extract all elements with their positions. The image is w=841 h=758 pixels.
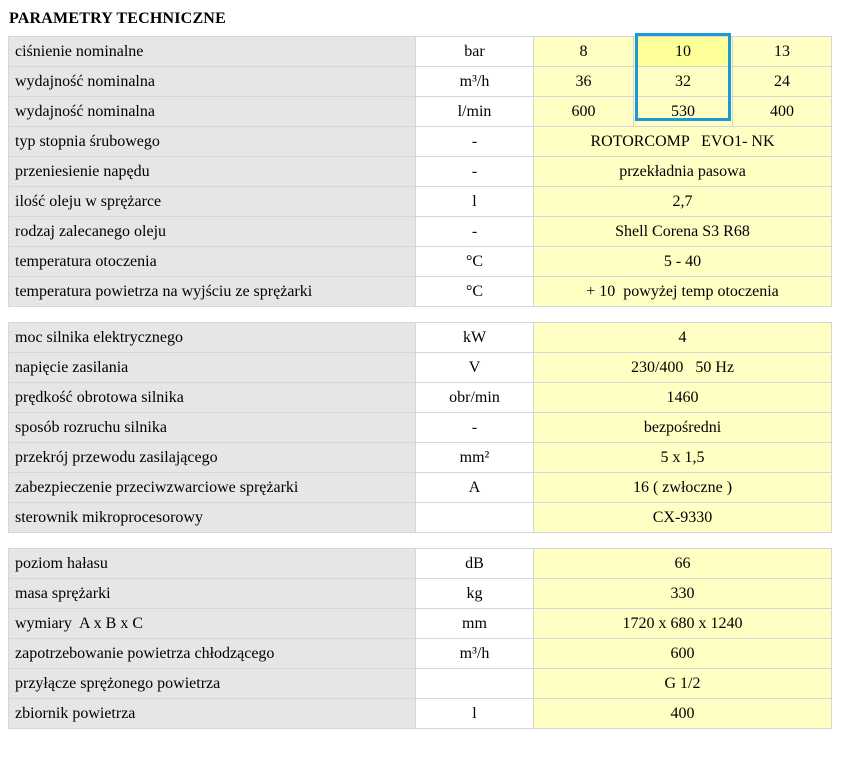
table-row bbox=[9, 353, 832, 383]
row-unit: dB bbox=[416, 549, 534, 579]
row-label: wydajność nominalna bbox=[9, 67, 416, 97]
table-row bbox=[9, 277, 832, 307]
row-unit: kW bbox=[416, 323, 534, 353]
row-value: 1720 x 680 x 1240 bbox=[534, 609, 832, 639]
row-value: 330 bbox=[534, 579, 832, 609]
row-label: przeniesienie napędu bbox=[9, 157, 416, 187]
row-label: sterownik mikroprocesorowy bbox=[9, 503, 416, 533]
row-unit: obr/min bbox=[416, 383, 534, 413]
row-value: ROTORCOMP EVO1- NK bbox=[534, 127, 832, 157]
row-value: 66 bbox=[534, 549, 832, 579]
table-row bbox=[9, 639, 832, 669]
row-label: poziom hałasu bbox=[9, 549, 416, 579]
row-value: 230/400 50 Hz bbox=[534, 353, 832, 383]
value-cell: 13 bbox=[733, 37, 832, 67]
table-row bbox=[9, 579, 832, 609]
table-row bbox=[9, 503, 832, 533]
row-unit: - bbox=[416, 127, 534, 157]
row-label: przyłącze sprężonego powietrza bbox=[9, 669, 416, 699]
table-row bbox=[9, 187, 832, 217]
row-value: G 1/2 bbox=[534, 669, 832, 699]
row-unit: l bbox=[416, 187, 534, 217]
value-cell: 36 bbox=[534, 67, 634, 97]
row-label: prędkość obrotowa silnika bbox=[9, 383, 416, 413]
row-unit: m³/h bbox=[416, 639, 534, 669]
row-label: wymiary A x B x C bbox=[9, 609, 416, 639]
value-cell: 600 bbox=[534, 97, 634, 127]
row-unit: A bbox=[416, 473, 534, 503]
row-value: 600 bbox=[534, 639, 832, 669]
row-unit: l bbox=[416, 699, 534, 729]
table-row bbox=[9, 669, 832, 699]
row-value: + 10 powyżej temp otoczenia bbox=[534, 277, 832, 307]
row-unit: mm bbox=[416, 609, 534, 639]
row-value: 16 ( zwłoczne ) bbox=[534, 473, 832, 503]
table-row bbox=[9, 413, 832, 443]
row-unit: bar bbox=[416, 37, 534, 67]
row-unit: l/min bbox=[416, 97, 534, 127]
row-value: 4 bbox=[534, 323, 832, 353]
table-row bbox=[9, 699, 832, 729]
row-label: zabezpieczenie przeciwzwarciowe sprężarki bbox=[9, 473, 416, 503]
table-row bbox=[9, 247, 832, 277]
row-unit: V bbox=[416, 353, 534, 383]
table-row bbox=[9, 157, 832, 187]
table-row bbox=[9, 383, 832, 413]
row-label: napięcie zasilania bbox=[9, 353, 416, 383]
table-row bbox=[9, 443, 832, 473]
table-row bbox=[9, 609, 832, 639]
row-label: temperatura powietrza na wyjściu ze sprężarki bbox=[9, 277, 416, 307]
table-row bbox=[9, 473, 832, 503]
row-unit: °C bbox=[416, 247, 534, 277]
row-unit: - bbox=[416, 157, 534, 187]
row-value: CX-9330 bbox=[534, 503, 832, 533]
row-value: Shell Corena S3 R68 bbox=[534, 217, 832, 247]
row-label: sposób rozruchu silnika bbox=[9, 413, 416, 443]
table-row bbox=[9, 67, 832, 97]
row-label: typ stopnia śrubowego bbox=[9, 127, 416, 157]
table-row bbox=[9, 549, 832, 579]
row-unit: mm² bbox=[416, 443, 534, 473]
spec-table-electrical bbox=[8, 322, 832, 533]
table-row bbox=[9, 323, 832, 353]
row-label: zapotrzebowanie powietrza chłodzącego bbox=[9, 639, 416, 669]
value-cell: 24 bbox=[733, 67, 832, 97]
spec-table-physical bbox=[8, 548, 832, 729]
row-unit: kg bbox=[416, 579, 534, 609]
row-label: przekrój przewodu zasilającego bbox=[9, 443, 416, 473]
row-unit: °C bbox=[416, 277, 534, 307]
row-label: rodzaj zalecanego oleju bbox=[9, 217, 416, 247]
row-value: bezpośredni bbox=[534, 413, 832, 443]
row-label: zbiornik powietrza bbox=[9, 699, 416, 729]
table-row bbox=[9, 217, 832, 247]
row-unit: - bbox=[416, 217, 534, 247]
value-cell: 8 bbox=[534, 37, 634, 67]
table-row bbox=[9, 97, 832, 127]
row-label: temperatura otoczenia bbox=[9, 247, 416, 277]
row-label: ilość oleju w sprężarce bbox=[9, 187, 416, 217]
value-cell-selected: 32 bbox=[634, 67, 733, 97]
row-unit bbox=[416, 503, 534, 533]
row-value: 2,7 bbox=[534, 187, 832, 217]
spec-table-general bbox=[8, 36, 832, 307]
page-title: PARAMETRY TECHNICZNE bbox=[9, 10, 226, 27]
row-label: ciśnienie nominalne bbox=[9, 37, 416, 67]
value-cell-selected: 10 bbox=[634, 37, 733, 67]
row-value: 400 bbox=[534, 699, 832, 729]
value-cell-selected: 530 bbox=[634, 97, 733, 127]
row-value: 5 x 1,5 bbox=[534, 443, 832, 473]
table-row bbox=[9, 37, 832, 67]
row-label: moc silnika elektrycznego bbox=[9, 323, 416, 353]
row-value: 5 - 40 bbox=[534, 247, 832, 277]
row-unit: m³/h bbox=[416, 67, 534, 97]
table-row bbox=[9, 127, 832, 157]
row-label: wydajność nominalna bbox=[9, 97, 416, 127]
row-unit: - bbox=[416, 413, 534, 443]
value-cell: 400 bbox=[733, 97, 832, 127]
row-value: 1460 bbox=[534, 383, 832, 413]
row-unit bbox=[416, 669, 534, 699]
row-value: przekładnia pasowa bbox=[534, 157, 832, 187]
row-label: masa sprężarki bbox=[9, 579, 416, 609]
